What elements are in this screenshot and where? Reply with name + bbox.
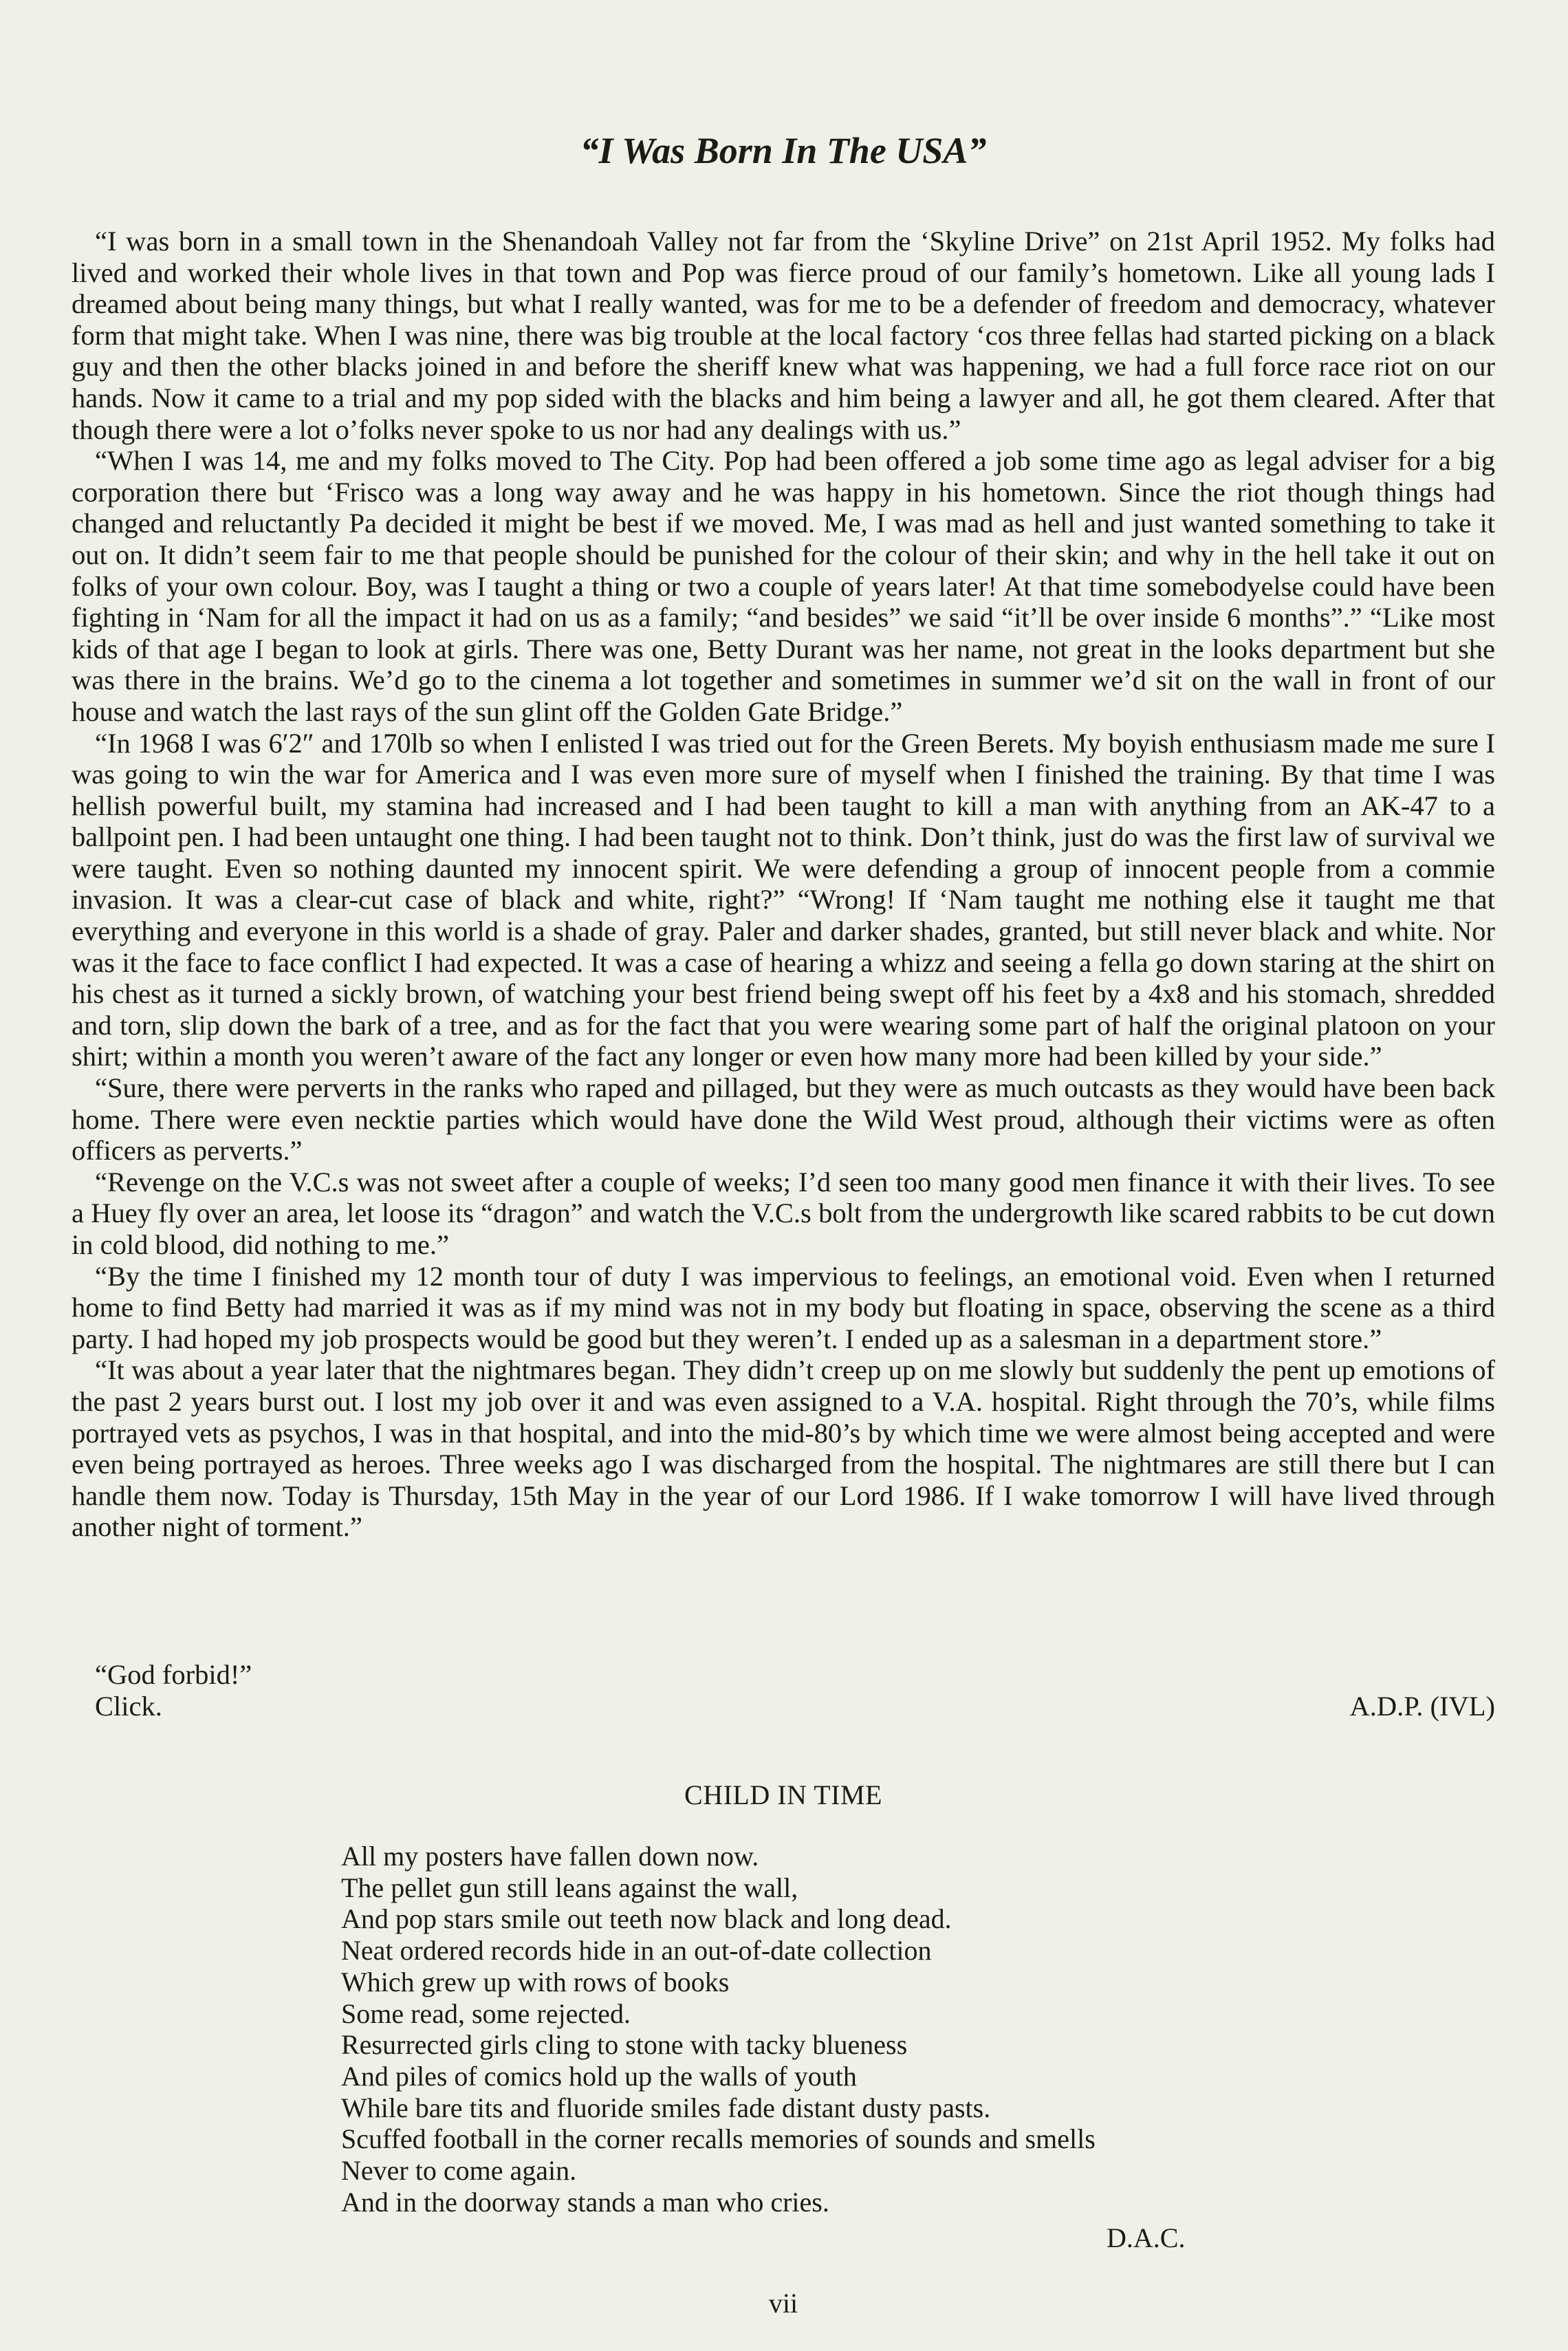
poem-line: And pop stars smile out teeth now black and long dead. [341, 1903, 952, 1935]
closing-line: “God forbid!” [95, 1659, 252, 1690]
story-paragraph: “I was born in a small town in the Shenandoah Valley not far from the ‘Skyline Drive” on 21st April 1952. My folks had lived and worked their whole lives in that town and Pop was fierce proud of our family’s hometown. Like all young lads I dreamed about being many things, but what I really wanted, was for me to be a defender of freedom and democracy, whatever form that might take. When I was nine, there was big trouble at the local factory ‘cos three fellas had started picking on a black guy and then the other blacks joined in and before the sheriff knew what was happening, we had a full force race riot on our hands. Now it came to a trial and my pop sided with the blacks and him being a lawyer and all, he got them cleared. After that though there were a lot o’folks never spoke to us nor had any dealings with us.” [72, 226, 1495, 445]
poem-body [341, 1841, 1096, 2218]
poem-line: All my posters have fallen down now. [341, 1841, 759, 1872]
story-paragraph: “In 1968 I was 6′2″ and 170lb so when I enlisted I was tried out for the Green Berets. My boyish enthusiasm made me sure I was going to win the war for America and I was even more sure of myself when I finished the training. By that time I was hellish powerful built, my stamina had increased and I had been taught to kill a man with anything from an AK-47 to a ballpoint pen. I had been untaught one thing. I had been taught not to think. Don’t think, just do was the first law of survival we were taught. Even so nothing daunted my innocent spirit. We were defending a group of innocent people from a commie invasion. It was a clear-cut case of black and white, right?” “Wrong! If ‘Nam taught me nothing else it taught me that everything and everyone in this world is a shade of gray. Paler and darker shades, granted, but still never black and white. Nor was it the face to face conflict I had expected. It was a case of hearing a whizz and seeing a fella go down staring at the shirt on his chest as it turned a sickly brown, of watching your best friend being swept off his feet by a 4x8 and his stomach, shredded and torn, slip down the bark of a tree, and as for the fact that you were wearing some part of half the original platoon on your shirt; within a month you weren’t aware of the fact any longer or even how many more had been killed by your side.” [72, 727, 1495, 1072]
poem-line: The pellet gun still leans against the wall, [341, 1872, 798, 1903]
poem-line: Resurrected girls cling to stone with tacky blueness [341, 2029, 908, 2061]
poem-line: Scuffed football in the corner recalls memories of sounds and smells [341, 2123, 1096, 2155]
story-author: A.D.P. (IVL) [1349, 1691, 1495, 1722]
story-paragraph: “It was about a year later that the nightmares began. They didn’t creep up on me slowly but suddenly the pent up emotions of the past 2 years burst out. I lost my job over it and was even assigned to a V.A. hospital. Right through the 70’s, while films portrayed vets as psychos, I was in that hospital, and into the mid-80’s by which time we were almost being accepted and were even being portrayed as heroes. Three weeks ago I was discharged from the hospital. The nightmares are still there but I can handle them now. Today is Thursday, 15th May in the year of our Lord 1986. If I wake tomorrow I will have lived through another night of torment.” [72, 1354, 1495, 1543]
poem-line: And in the doorway stands a man who cries. [341, 2186, 829, 2218]
poem-line: While bare tits and fluoride smiles fade distant dusty pasts. [341, 2092, 991, 2123]
story-body [72, 226, 1495, 1543]
poem-author: D.A.C. [1107, 2222, 1186, 2253]
poem-line: And piles of comics hold up the walls of youth [341, 2060, 857, 2092]
story-title: “I Was Born In The USA” [580, 130, 987, 171]
page-number: vii [768, 2288, 798, 2319]
story-ending [72, 1659, 1495, 1722]
story-paragraph: “Revenge on the V.C.s was not sweet after a couple of weeks; I’d seen too many good men finance it with their lives. To see a Huey fly over an area, let loose its “dragon” and watch the V.C.s bolt from the undergrowth like scared rabbits to be cut down in cold blood, did nothing to me.” [72, 1166, 1495, 1260]
poem-line: Never to come again. [341, 2155, 577, 2187]
poem-title: CHILD IN TIME [684, 1779, 882, 1810]
poem-line: Neat ordered records hide in an out-of-date collection [341, 1935, 932, 1967]
story-paragraph: “Sure, there were perverts in the ranks who raped and pillaged, but they were as much outcasts as they would have been back home. There were even necktie parties which would have done the Wild West proud, although their victims were as often officers as perverts.” [72, 1072, 1495, 1167]
story-paragraph: “By the time I finished my 12 month tour of duty I was impervious to feelings, an emotional void. Even when I returned home to find Betty had married it was as if my mind was not in my body but floating in space, observing the scene as a third party. I had hoped my job prospects would be good but they weren’t. I ended up as a salesman in a department store.” [72, 1260, 1495, 1354]
click-line: Click. [95, 1691, 162, 1722]
poem-line: Some read, some rejected. [341, 1997, 631, 2029]
story-paragraph: “When I was 14, me and my folks moved to The City. Pop had been offered a job some time ago as legal adviser for a big corporation there but ‘Frisco was a long way away and he was happy in his hometown. Since the riot though things had changed and reluctantly Pa decided it might be best if we moved. Me, I was mad as hell and just wanted something to take it out on. It didn’t seem fair to me that people should be punished for the colour of their skin; and why in the hell take it out on folks of your own colour. Boy, was I taught a thing or two a couple of years later! At that time somebodyelse could have been fighting in ‘Nam for all the impact it had on us as a family; “and besides” we said “it’ll be over inside 6 months”.” “Like most kids of that age I began to look at girls. There was one, Betty Durant was her name, not great in the looks department but she was there in the brains. We’d go to the cinema a lot together and sometimes in summer we’d sit on the wall in front of our house and watch the last rays of the sun glint off the Golden Gate Bridge.” [72, 445, 1495, 727]
poem-line: Which grew up with rows of books [341, 1966, 730, 1997]
